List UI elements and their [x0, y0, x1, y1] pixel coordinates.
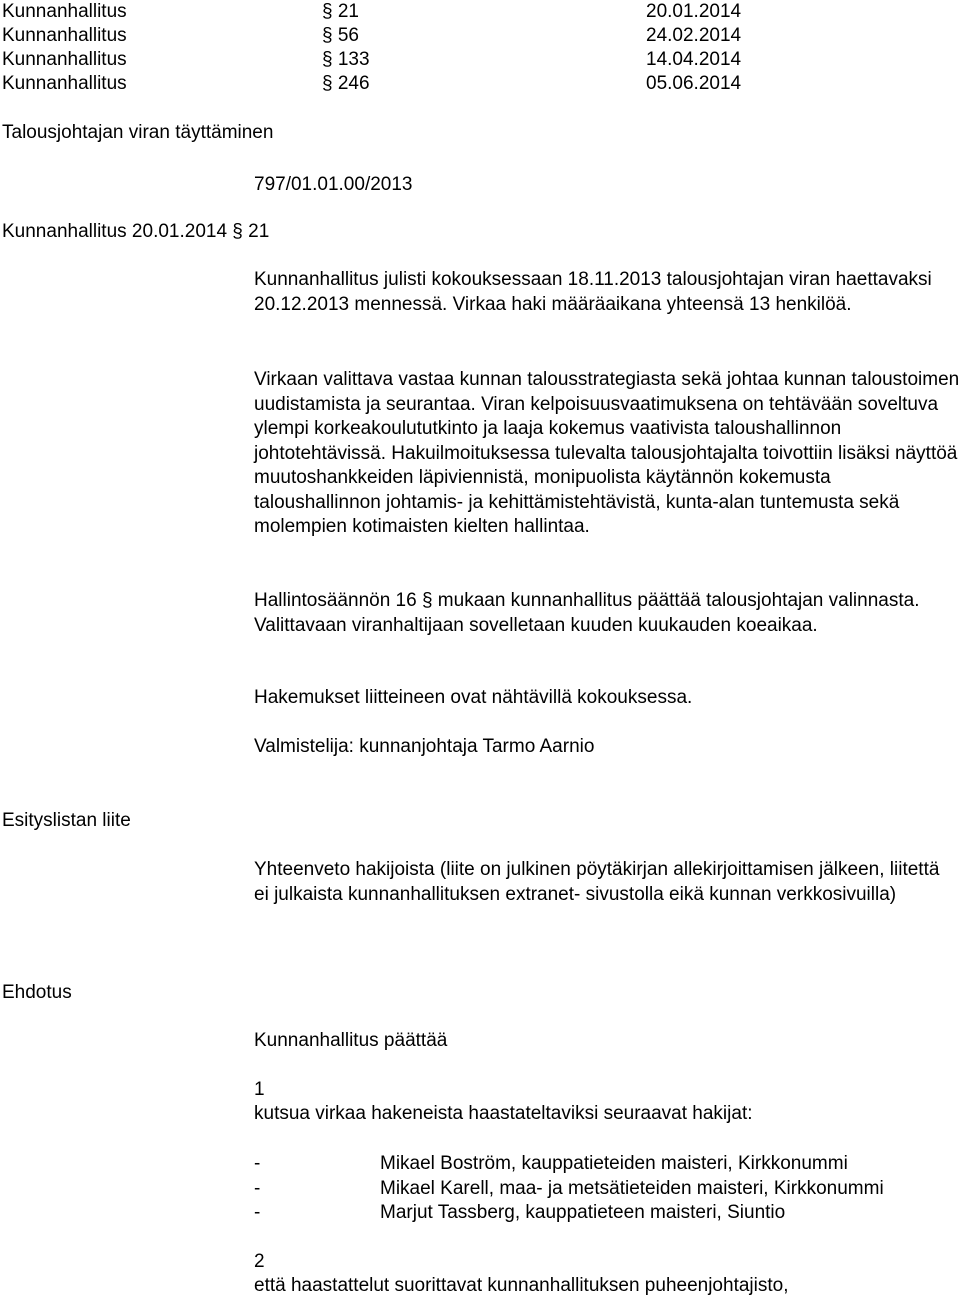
- preparer-line: Valmistelija: kunnanjohtaja Tarmo Aarnio: [254, 736, 595, 757]
- history-section: § 246: [322, 73, 370, 94]
- history-date: 14.04.2014: [646, 49, 742, 70]
- history-section: § 133: [322, 49, 370, 70]
- proposal-label: Ehdotus: [2, 982, 72, 1003]
- history-date: 20.01.2014: [646, 1, 742, 22]
- proposal-intro: Kunnanhallitus päättää: [254, 1030, 448, 1051]
- history-section: § 56: [322, 25, 359, 46]
- list-dash: -: [254, 1202, 261, 1223]
- body-paragraph: Kunnanhallitus julisti kokouksessaan 18.11.2013 talousjohtajan viran haettavaksi 20.12.2013 mennessä. Virkaa haki määräaikana yhteensä 13 henkilöä.: [254, 269, 932, 315]
- body-paragraph: Hakemukset liitteineen ovat nähtävillä kokouksessa.: [254, 687, 693, 708]
- candidate-text: Mikael Boström, kauppatieteiden maisteri, Kirkkonummi: [380, 1153, 848, 1174]
- record-number: 797/01.01.00/2013: [254, 174, 413, 195]
- history-body: Kunnanhallitus: [2, 49, 127, 70]
- attachment-text: Yhteenveto hakijoista (liite on julkinen pöytäkirjan allekirjoittamisen jälkeen, liitettä ei julkaista kunnanhallituksen extranet- sivustolla eikä kunnan verkkosivuilla): [254, 859, 940, 905]
- candidate-text: Mikael Karell, maa- ja metsätieteiden maisteri, Kirkkonummi: [380, 1178, 884, 1199]
- body-paragraph: Virkaan valittava vastaa kunnan talousstrategiasta sekä johtaa kunnan taloustoimen uudistamista ja seurantaa. Viran kelpoisuusvaatimuksena on tehtävään soveltuva ylempi korkeakoulututkinto ja laaja kokemus vaativista taloushallinnon johtotehtävissä. Hakuilmoituksessa tulevalta talousjohtajalta toivottiin lisäksi näyttöä muutoshankkeiden läpiviennistä, monipuolista käytännön kokemusta taloushallinnon johtamis- ja kehittämistehtävistä, kunta-alan tuntemusta sekä molempien kotimaisten kielten hallintaa.: [254, 369, 960, 537]
- proposal-item-number: 1: [254, 1079, 265, 1100]
- history-section: § 21: [322, 1, 359, 22]
- list-dash: -: [254, 1178, 261, 1199]
- agenda-title: Talousjohtajan viran täyttäminen: [2, 122, 274, 143]
- history-body: Kunnanhallitus: [2, 73, 127, 94]
- history-date: 05.06.2014: [646, 73, 742, 94]
- proposal-item-number: 2: [254, 1251, 265, 1272]
- proposal-item-text: että haastattelut suorittavat kunnanhallituksen puheenjohtajisto,: [254, 1275, 789, 1296]
- history-body: Kunnanhallitus: [2, 25, 127, 46]
- proposal-item-text: kutsua virkaa hakeneista haastateltaviksi seuraavat hakijat:: [254, 1103, 753, 1124]
- body-paragraph: Hallintosäännön 16 § mukaan kunnanhallitus päättää talousjohtajan valinnasta. Valittavaan viranhaltijaan sovelletaan kuuden kuukauden koeaikaa.: [254, 590, 920, 636]
- history-date: 24.02.2014: [646, 25, 742, 46]
- attachment-label: Esityslistan liite: [2, 810, 131, 831]
- list-dash: -: [254, 1153, 261, 1174]
- candidate-text: Marjut Tassberg, kauppatieteen maisteri, Siuntio: [380, 1202, 786, 1223]
- meeting-reference: Kunnanhallitus 20.01.2014 § 21: [2, 221, 270, 242]
- history-body: Kunnanhallitus: [2, 1, 127, 22]
